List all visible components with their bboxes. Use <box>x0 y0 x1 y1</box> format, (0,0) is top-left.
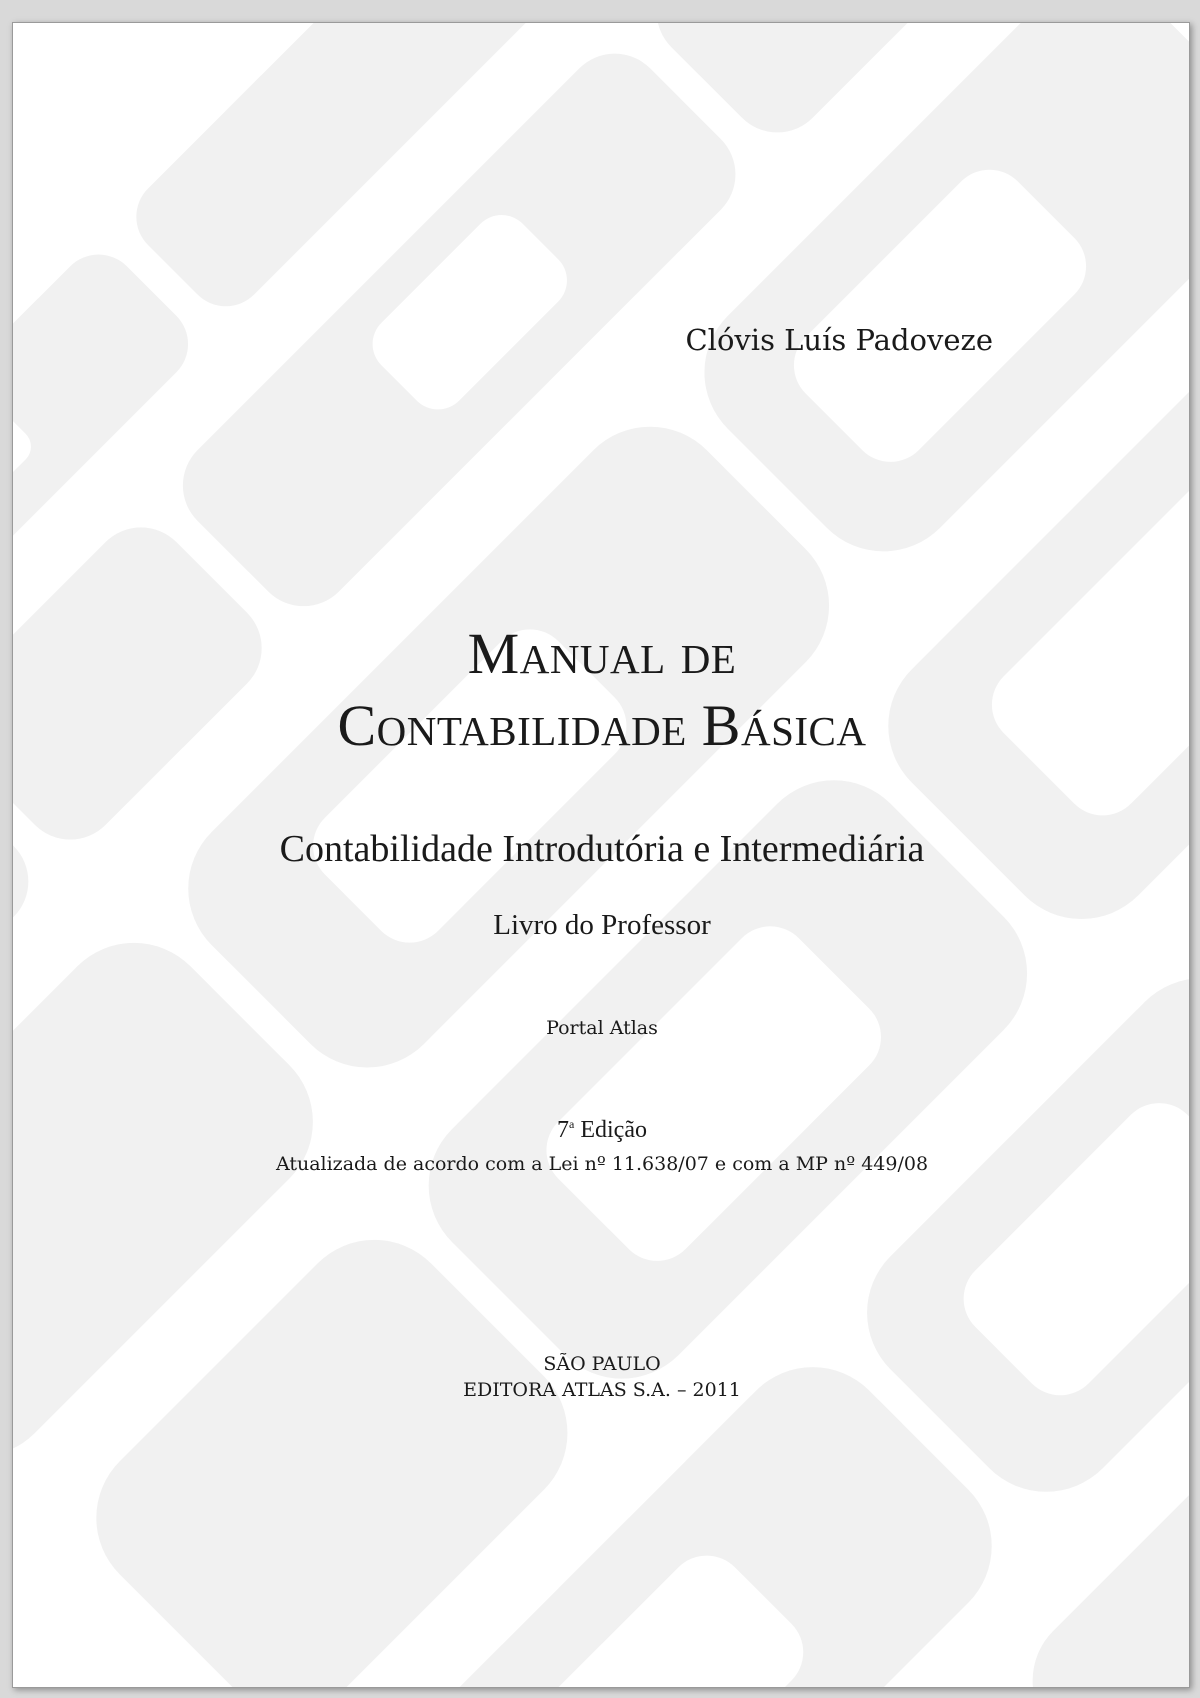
edition-number: 7 <box>557 1117 570 1143</box>
update-note: Atualizada de acordo com a Lei nº 11.638/07 e com a MP nº 449/08 <box>275 1153 929 1175</box>
book-type: Livro do Professor <box>493 909 711 941</box>
publisher-city: SÃO PAULO <box>543 1353 661 1375</box>
edition-label <box>13 1117 1190 1144</box>
book-title-line-2: Contabilidade Básica <box>337 693 867 758</box>
title-page <box>12 22 1190 1688</box>
edition-ordinal: a <box>569 1117 575 1131</box>
author-name: Clóvis Luís Padoveze <box>685 323 993 357</box>
book-title-line-1: Manual de <box>467 621 737 686</box>
edition-word: Edição <box>580 1117 647 1143</box>
portal-label: Portal Atlas <box>546 1017 658 1039</box>
publisher-name-year: EDITORA ATLAS S.A. – 2011 <box>463 1379 741 1401</box>
book-subtitle: Contabilidade Introdutória e Intermediária <box>279 828 925 870</box>
